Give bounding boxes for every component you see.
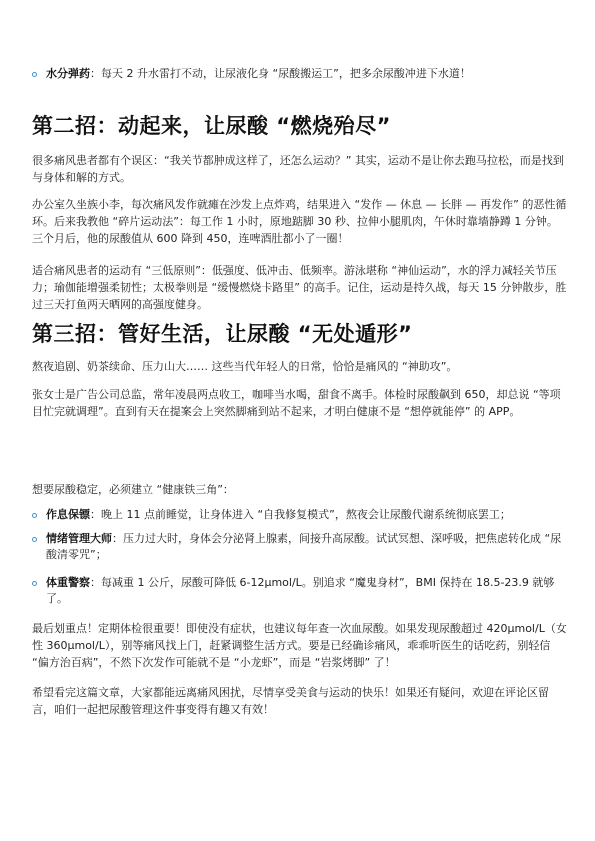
bullet-bold-label: 作息保镖 <box>46 508 90 521</box>
section2-paragraph-2: 办公室久坐族小李，每次痛风发作就瘫在沙发上点炸鸡，结果进入 “发作 — 休息 — 长胖 — 再发作” 的恶性循环。后来我教他 “碎片运动法”：每工作 1 小时，原地踮脚 30 秒、拉伸小腿肌肉，午休时靠墙静蹲 1 分钟。三个月后，他的尿酸值从 600 降到 450，连啤酒肚都小了一圈！ <box>32 198 567 245</box>
bullet-text: ：压力过大时，身体会分泌肾上腺素，间接升高尿酸。试试冥想、深呼吸，把焦虑转化成 “尿酸清零咒”； <box>46 532 562 561</box>
list-item-weight <box>32 575 567 607</box>
section3-paragraph-2: 张女士是广告公司总监，常年凌晨两点收工，咖啡当水喝，甜食不离手。体检时尿酸飙到 650，却总说 “等项目忙完就调理”。直到有天在提案会上突然脚痛到站不起来，才明白健康不是 “想停就能停” 的 APP。 <box>32 388 561 418</box>
bullet-bold-label: 水分弹药 <box>46 67 90 80</box>
list-item-emotion <box>32 531 567 563</box>
section3-paragraph-3: 想要尿酸稳定，必须建立 “健康铁三角”： <box>32 483 234 496</box>
bullet-marker <box>32 513 37 518</box>
section3-paragraph-5: 希望看完这篇文章，大家都能远离痛风困扰，尽情享受美食与运动的快乐！如果还有疑问，欢迎在评论区留言，咱们一起把尿酸管理这件事变得有趣又有效！ <box>32 686 549 716</box>
bullet-text: ：晚上 11 点前睡觉，让身体进入 “自我修复模式”，熬夜会让尿酸代谢系统彻底罢工； <box>90 508 511 521</box>
section3-paragraph-1: 熬夜追剧、奶茶续命、压力山大…… 这些当代年轻人的日常，恰恰是痛风的 “神助攻”。 <box>32 360 458 373</box>
list-item-sleep <box>32 507 567 523</box>
section2-paragraph-3: 适合痛风患者的运动有 “三低原则”：低强度、低冲击、低频率。游泳堪称 “神仙运动”，水的浮力减轻关节压力；瑜伽能增强柔韧性；太极拳则是 “缓慢燃烧卡路里” 的高手。记住，运动是持久战，每天 15 分钟散步，胜过三天打鱼两天晒网的高强度健身。 <box>32 264 567 311</box>
bullet-text: ：每天 2 升水雷打不动，让尿液化身 “尿酸搬运工”，把多余尿酸冲进下水道！ <box>90 67 471 80</box>
bullet-bold-label: 体重警察 <box>46 576 90 589</box>
section3-heading: 第三招：管好生活，让尿酸 “无处遁形” <box>32 322 413 346</box>
bullet-bold-label: 情绪管理大师 <box>46 532 112 545</box>
section2-paragraph-1: 很多痛风患者都有个误区：“我关节都肿成这样了，还怎么运动？” 其实，运动不是让你去跑马拉松，而是找到与身体和解的方式。 <box>32 154 564 184</box>
section3-paragraph-4: 最后划重点！定期体检很重要！即使没有症状，也建议每年查一次血尿酸。如果发现尿酸超过 420μmol/L（女性 360μmol/L），别等痛风找上门，赶紧调整生活方式。要是已经确诊痛风，乖乖听医生的话吃药，别轻信 “偏方治百病”，不然下次发作可能就不是 “小龙虾”，而是 “岩浆烤脚” 了！ <box>32 622 567 669</box>
bullet-marker <box>32 581 37 586</box>
section2-heading: 第二招：动起来，让尿酸 “燃烧殆尽” <box>32 114 391 138</box>
bullet-marker <box>32 72 37 77</box>
bullet-text: ：每减重 1 公斤，尿酸可降低 6-12μmol/L。别追求 “魔鬼身材”，BMI 保持在 18.5-23.9 就够了。 <box>46 576 555 605</box>
bullet-marker <box>32 537 37 542</box>
list-item-water <box>32 66 567 82</box>
